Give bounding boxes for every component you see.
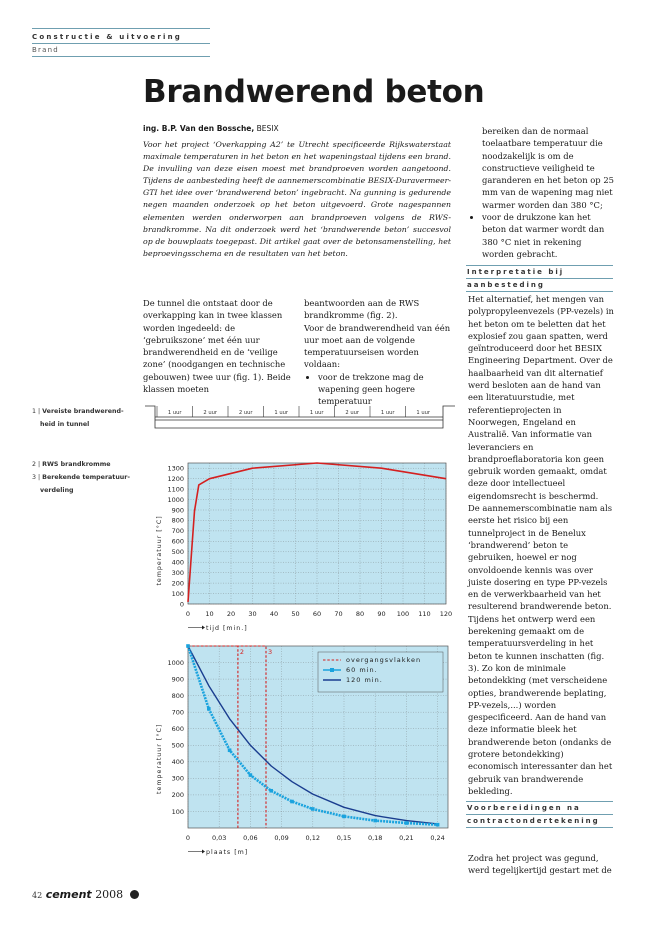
x-tick-label: 90 [377, 610, 386, 618]
zone-label: 1 uur [380, 410, 395, 416]
figure-1-tunnel-section [143, 400, 463, 436]
data-point [228, 748, 232, 752]
magazine-name: cement [45, 888, 92, 901]
section-heading-line2: contractondertekening [466, 814, 613, 827]
zone-label: 2 uur [345, 410, 360, 416]
figure-3-chart [140, 640, 460, 872]
figure-3-caption: 3 | Berekende temperatuur- verdeling [32, 474, 130, 494]
data-point [207, 707, 211, 711]
data-point [311, 807, 315, 811]
x-tick-label: 60 [312, 610, 322, 618]
body-column-3-bottom: Zodra het project was gegund, werd tegelijkertijd gestart met de [468, 853, 612, 876]
y-tick-label: 1000 [167, 658, 184, 667]
y-tick-label: 500 [171, 741, 184, 750]
author-org: BESIX [256, 124, 279, 133]
data-point [436, 823, 440, 827]
legend-marker [330, 668, 334, 672]
data-point [249, 773, 253, 777]
y-axis-label: temperatuur [°C] [156, 515, 163, 586]
x-tick-label: 0,09 [274, 834, 289, 842]
x-tick-label: 0 [185, 610, 191, 618]
fig3-number: 3 [32, 474, 37, 481]
figure-1-caption: 1 | Vereiste brandwerend- heid in tunnel [32, 408, 124, 428]
x-tick-label: 0,15 [336, 834, 352, 842]
x-tick-label: 0,24 [430, 834, 445, 842]
arrow-head-icon [202, 850, 205, 854]
section-heading-voorbereidingen [466, 801, 613, 828]
x-tick-label: 0 [185, 834, 191, 842]
zone-label: 1 uur [167, 410, 182, 416]
section1-paragraph-2: De aannemerscombinatie nam als eerste het risico bij een tunnelproject in de Benelux ‘brandwerend’ beton te gebruiken, hoewel er nog onvoldoende kennis was over juiste dosering en type PP-vezels en de verwerkbaarheid van het resulterend brandwerende beton. Tijdens het ontwerp werd een berekening gemaakt om de temperatuursverdeling in het beton te kunnen inschatten (fig. 3). Zo kon de minimale betondekking (met verscheidene opties, brandwerende beplating, PP-vezels,...) worden gespecificeerd. Aan de hand van deze informatie bleek het brandwerende beton (ondanks de grotere betondekking) economisch interessanter dan het gebruik van brandwerende bekleding. [468, 503, 613, 796]
legend-label: 120 min. [346, 676, 383, 684]
section-heading-line2: aanbesteding [466, 278, 613, 291]
data-point [342, 815, 346, 819]
x-axis-label: tijd [min.] [206, 625, 248, 632]
y-tick-label: 1300 [167, 464, 184, 473]
y-tick-label: 800 [171, 691, 184, 700]
y-tick-label: 1100 [167, 485, 184, 494]
page-footer [32, 888, 139, 901]
fig1-caption-line2: heid in tunnel [40, 421, 90, 428]
article-author [143, 124, 279, 133]
arrow-head-icon [202, 626, 205, 630]
figure-2-chart [140, 458, 460, 638]
col3-bullet: • voor de drukzone kan het beton dat warmer wordt dan 380 °C niet in rekening worden gebracht. [482, 211, 614, 260]
x-tick-label: 0,18 [367, 834, 383, 842]
x-tick-label: 30 [248, 610, 257, 618]
col3-bullet-list [468, 211, 614, 260]
col2-paragraph-1: beantwoorden aan de RWS brandkromme (fig. 2). [304, 298, 420, 321]
legend-label: 60 min. [346, 666, 378, 674]
body-column-2 [304, 297, 454, 408]
y-tick-label: 0 [179, 600, 184, 609]
section-heading-interpretatie [466, 265, 613, 292]
marker-label: 3 [268, 648, 273, 656]
article-title: Brandwerend beton [143, 74, 485, 110]
section-heading-line1: Voorbereidingen na [467, 804, 581, 812]
body-column-3-top [468, 125, 614, 260]
header-rule-bottom [32, 56, 210, 57]
y-tick-label: 700 [171, 708, 184, 717]
y-tick-label: 800 [171, 516, 184, 525]
col3-continuation: bereiken dan de normaal toelaatbare temperatuur die noodzakelijk is om de constructieve veiligheid te garanderen en het beton op 25 mm van de wapening mag niet warmer worden dan 380 °C; [482, 126, 614, 210]
data-point [269, 789, 273, 793]
y-tick-label: 900 [171, 675, 184, 684]
x-axis-label: plaats [m] [206, 849, 249, 856]
y-axis-label: temperatuur [°C] [156, 723, 163, 794]
zone-label: 1 uur [416, 410, 431, 416]
cement-logo-icon [130, 890, 139, 899]
tunnel-outline [145, 406, 455, 428]
fig3-caption-line2: verdeling [40, 487, 74, 494]
zone-label: 2 uur [203, 410, 218, 416]
y-tick-label: 400 [171, 758, 184, 767]
x-tick-label: 20 [226, 610, 236, 618]
zone-label: 1 uur [309, 410, 324, 416]
article-intro: Voor het project ‘Overkapping A2’ te Utrecht specificeerde Rijkswaterstaat maximale temperaturen in het beton en het wapeningstaal tijdens een brand. De invulling van deze eisen moest met brandproeven worden aangetoond. Tijdens de aanbesteding heeft de aannemerscombinatie BESIX-Duravermeer-GTI het idee over ‘brandwerend beton’ ingebracht. Na gunning is gedurende negen maanden onderzoek op het beton uitgevoerd. Grote nagespannen elementen werden onderworpen aan brandproeven volgens de RWS-brandkromme. Na dit onderzoek werd het ‘brandwerende beton’ succesvol op de bouwplaats toegepast. Dit artikel gaat over de betonsamenstelling, het beproevingsschema en de resultaten van het beton. [143, 140, 451, 258]
col2-paragraph-2: Voor de brandwerendheid van één uur moet aan de volgende temperatuurseisen worden voldaan: [304, 322, 451, 370]
col2-bullet: • voor de trekzone mag de wapening geen hogere temperatuur [318, 371, 454, 408]
y-tick-label: 600 [171, 725, 184, 734]
zone-label: 2 uur [238, 410, 253, 416]
page-number: 42 [32, 891, 43, 900]
data-point [373, 819, 377, 823]
y-tick-label: 300 [171, 774, 184, 783]
section-heading-line1: Interpretatie bij [467, 268, 565, 276]
x-tick-label: 0,21 [399, 834, 414, 842]
y-tick-label: 100 [171, 807, 184, 816]
fig1-caption-line1: Vereiste brandwerend- [42, 408, 124, 415]
y-tick-label: 600 [171, 537, 184, 546]
body-column-3-mid [468, 293, 614, 797]
x-tick-label: 40 [269, 610, 279, 618]
header-rule-mid [32, 43, 210, 44]
fig2-caption-text: RWS brandkromme [42, 461, 111, 468]
x-tick-label: 50 [291, 610, 300, 618]
author-name: ing. B.P. Van den Bossche, [143, 124, 255, 133]
y-tick-label: 300 [171, 568, 184, 577]
y-tick-label: 400 [171, 558, 184, 567]
x-tick-label: 120 [439, 610, 453, 618]
x-tick-label: 110 [418, 610, 431, 618]
data-point [186, 644, 190, 648]
subsection-label: Brand [32, 46, 59, 54]
section-label: Constructie & uitvoering [32, 33, 182, 41]
y-tick-label: 500 [171, 548, 184, 557]
zone-label: 1 uur [274, 410, 289, 416]
data-point [405, 821, 409, 825]
data-point [290, 800, 294, 804]
fig2-number: 2 [32, 461, 37, 468]
x-tick-label: 0,03 [211, 834, 227, 842]
y-tick-label: 900 [171, 506, 184, 515]
fig3-caption-line1: Berekende temperatuur- [42, 474, 130, 481]
x-tick-label: 10 [205, 610, 214, 618]
header-rule-top [32, 28, 210, 29]
legend-label: overgangsvlakken [346, 656, 422, 664]
magazine-year: 2008 [95, 888, 124, 901]
figure-2-caption: 2 | RWS brandkromme [32, 461, 111, 468]
section1-paragraph-1: Het alternatief, het mengen van polypropyleenvezels (PP-vezels) in het beton om te beletten dat het explosief zou gaan spatten, werd geïntroduceerd door het BESIX Engineering Department. Over de haalbaarheid van dit alternatief werd besloten aan de hand van een literatuurstudie, met referentieprojecten in Noorwegen, Engeland en Australië. Van informatie van leveranciers en brandproeflaboratoria kon geen gebruik worden gemaakt, omdat deze door intellectueel eigendomsrecht is beschermd. [468, 294, 614, 501]
x-tick-label: 80 [355, 610, 365, 618]
fig1-number: 1 [32, 408, 37, 415]
x-tick-label: 0,06 [243, 834, 258, 842]
y-tick-label: 700 [171, 527, 184, 536]
y-tick-label: 200 [171, 791, 184, 800]
body-column-1: De tunnel die ontstaat door de overkapping kan in twee klassen worden ingedeeld: de ‘gebruikszone’ met één uur brandwerendheid en de ‘veilige zone’ (noodgangen en technische gebouwen) twee uur (fig. 1). Beide klassen moeten [143, 298, 291, 395]
x-tick-label: 100 [396, 610, 410, 618]
x-tick-label: 70 [334, 610, 343, 618]
x-tick-label: 0,12 [305, 834, 321, 842]
y-tick-label: 200 [171, 579, 184, 588]
marker-label: 2 [239, 648, 245, 656]
y-tick-label: 1200 [167, 474, 184, 483]
y-tick-label: 100 [171, 589, 184, 598]
y-tick-label: 1000 [167, 495, 184, 504]
